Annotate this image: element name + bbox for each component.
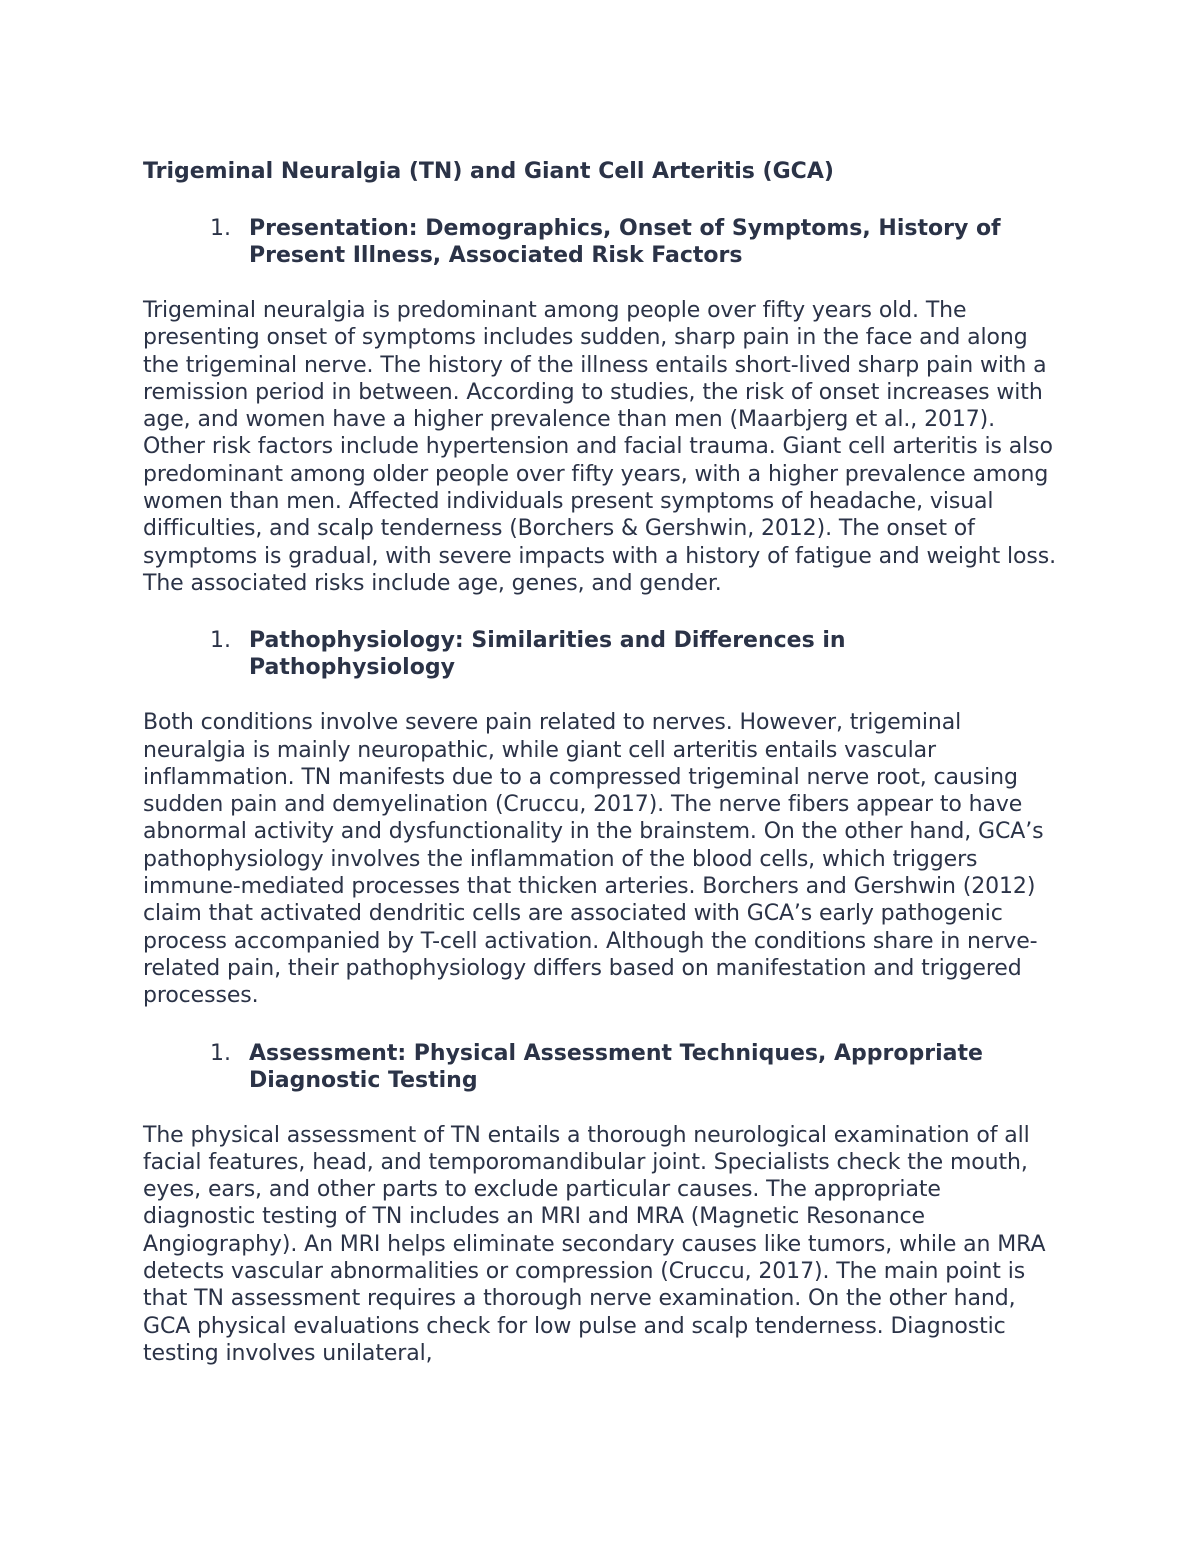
section-body-presentation: Trigeminal neuralgia is predominant among people over fifty years old. The presenting onset of symptoms includes sudden, sharp pain in the face and along the trigeminal nerve. The history of the illness entails short-lived sharp pain with a remission period in between. According to studies, the risk of onset increases with age, and women have a higher prevalence than men (Maarbjerg et al., 2017). Other risk factors include hypertension and facial trauma. Giant cell arteritis is also predominant among older people over fifty years, with a higher prevalence among women than men. Affected individuals present symptoms of headache, visual difficulties, and scalp tenderness (Borchers & Gershwin, 2012). The onset of symptoms is gradual, with severe impacts with a history of fatigue and weight loss. The associated risks include age, genes, and gender. <box>143 298 1057 596</box>
list-number: 1. <box>210 1040 231 1066</box>
section-heading-text: Assessment: Physical Assessment Techniques, Appropriate Diagnostic Testing <box>249 1040 983 1093</box>
section-heading-assessment <box>143 1040 1058 1094</box>
section-body-assessment: The physical assessment of TN entails a thorough neurological examination of all facial features, head, and temporomandibular joint. Specialists check the mouth, eyes, ears, and other parts to exclude particular causes. The appropriate diagnostic testing of TN includes an MRI and MRA (Magnetic Resonance Angiography). An MRI helps eliminate secondary causes like tumors, while an MRA detects vascular abnormalities or compression (Cruccu, 2017). The main point is that TN assessment requires a thorough nerve examination. On the other hand, GCA physical evaluations check for low pulse and scalp tenderness. Diagnostic testing involves unilateral, <box>143 1122 1046 1366</box>
section-heading-pathophysiology <box>143 627 1058 681</box>
list-number: 1. <box>210 628 231 654</box>
section-heading-text: Pathophysiology: Similarities and Differences in Pathophysiology <box>249 628 846 681</box>
section-heading-presentation <box>143 215 1058 269</box>
document-title: Trigeminal Neuralgia (TN) and Giant Cell Arteritis (GCA) <box>143 159 834 184</box>
section-heading-text: Presentation: Demographics, Onset of Symptoms, History of Present Illness, Associated Risk Factors <box>249 216 1001 268</box>
document-page <box>143 158 1058 1397</box>
section-body-pathophysiology: Both conditions involve severe pain related to nerves. However, trigeminal neuralgia is mainly neuropathic, while giant cell arteritis entails vascular inflammation. TN manifests due to a compressed trigeminal nerve root, causing sudden pain and demyelination (Cruccu, 2017). The nerve fibers appear to have abnormal activity and dysfunctionality in the brainstem. On the other hand, GCA’s pathophysiology involves the inflammation of the blood cells, which triggers immune-mediated processes that thicken arteries. Borchers and Gershwin (2012) claim that activated dendritic cells are associated with GCA’s early pathogenic process accompanied by T-cell activation. Although the conditions share in nerve-related pain, their pathophysiology differs based on manifestation and triggered processes. <box>143 710 1044 1009</box>
list-number: 1. <box>210 216 231 241</box>
